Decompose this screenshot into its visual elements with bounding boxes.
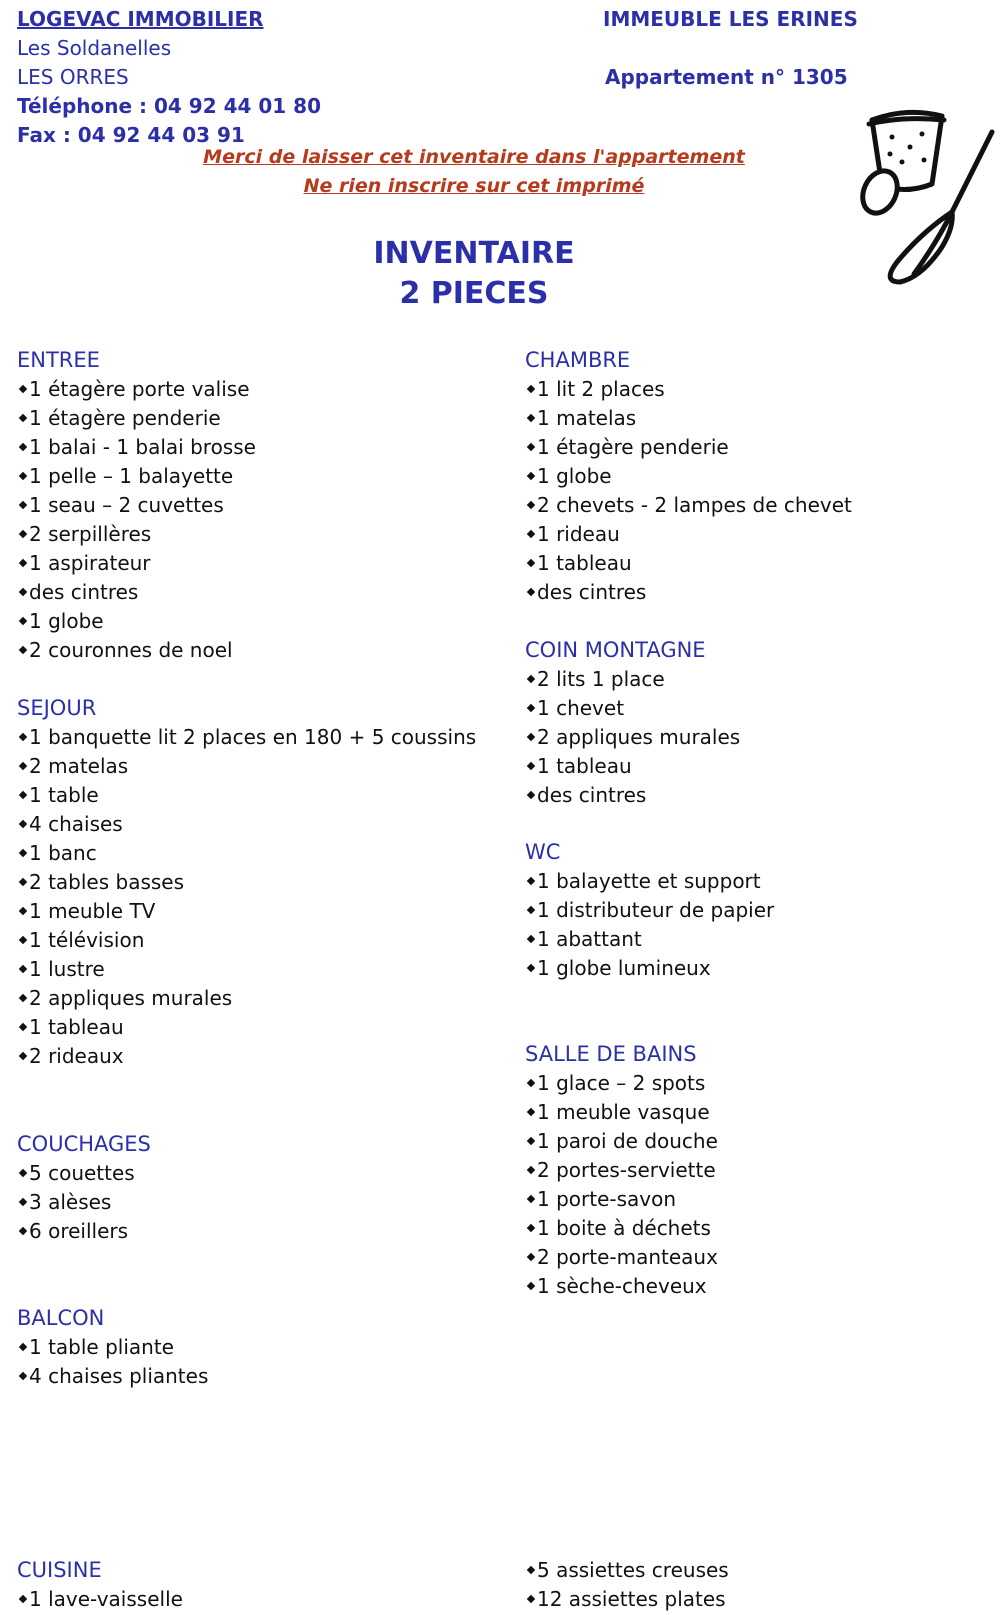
item-text: 2 appliques murales xyxy=(537,725,741,749)
bullet-icon xyxy=(527,906,535,914)
bullet-icon xyxy=(527,559,535,567)
item-list xyxy=(17,723,476,1071)
item-text: 1 étagère penderie xyxy=(29,406,221,430)
bullet-icon xyxy=(19,1595,27,1603)
item-text: 1 tableau xyxy=(537,754,632,778)
item-text: 4 chaises xyxy=(29,812,123,836)
list-item xyxy=(17,520,256,549)
page-title: INVENTAIRE xyxy=(373,236,575,271)
item-list xyxy=(17,375,256,665)
list-item xyxy=(17,926,476,955)
section-balcon xyxy=(17,1304,208,1391)
item-text: 2 portes-serviette xyxy=(537,1158,716,1182)
list-item xyxy=(17,839,476,868)
list-item xyxy=(17,781,476,810)
item-text: 1 pelle – 1 balayette xyxy=(29,464,234,488)
item-text: 2 lits 1 place xyxy=(537,667,665,691)
item-text: 2 tables basses xyxy=(29,870,185,894)
item-text: 1 lustre xyxy=(29,957,105,981)
item-text: 2 appliques murales xyxy=(29,986,233,1010)
bullet-icon xyxy=(19,907,27,915)
bullet-icon xyxy=(19,646,27,654)
list-item xyxy=(525,694,740,723)
item-text: 1 sèche-cheveux xyxy=(537,1274,707,1298)
item-text: 2 matelas xyxy=(29,754,129,778)
bullet-icon xyxy=(527,443,535,451)
list-item xyxy=(17,897,476,926)
bullet-icon xyxy=(19,414,27,422)
item-text: 1 seau – 2 cuvettes xyxy=(29,493,224,517)
section-salle-de-bains xyxy=(525,1040,718,1301)
item-list xyxy=(525,1556,729,1614)
item-text: 1 aspirateur xyxy=(29,551,151,575)
list-item xyxy=(525,1272,718,1301)
list-item xyxy=(525,723,740,752)
list-item xyxy=(525,491,852,520)
item-text: 2 couronnes de noel xyxy=(29,638,233,662)
item-list xyxy=(525,665,740,810)
item-text: 1 porte-savon xyxy=(537,1187,677,1211)
list-item xyxy=(525,433,852,462)
item-text: 1 matelas xyxy=(537,406,637,430)
bullet-icon xyxy=(527,501,535,509)
section-title: WC xyxy=(525,840,561,864)
bullet-icon xyxy=(527,588,535,596)
item-text: 1 banquette lit 2 places en 180 + 5 coussins xyxy=(29,725,477,749)
item-text: 1 paroi de douche xyxy=(537,1129,718,1153)
list-item xyxy=(525,1185,718,1214)
bullet-icon xyxy=(19,994,27,1002)
bullet-icon xyxy=(19,501,27,509)
list-item xyxy=(17,1013,476,1042)
list-item xyxy=(17,1217,151,1246)
list-item xyxy=(17,375,256,404)
bullet-icon xyxy=(527,877,535,885)
section-title: ENTREE xyxy=(17,348,100,372)
bullet-icon xyxy=(527,1595,535,1603)
bullet-icon xyxy=(527,1224,535,1232)
item-list xyxy=(525,375,852,607)
item-text: 5 couettes xyxy=(29,1161,135,1185)
item-text: 1 distributeur de papier xyxy=(537,898,775,922)
list-item xyxy=(17,868,476,897)
bullet-icon xyxy=(527,1166,535,1174)
bullet-icon xyxy=(19,733,27,741)
bullet-icon xyxy=(527,1566,535,1574)
section-chambre xyxy=(525,346,852,607)
list-item xyxy=(17,810,476,839)
item-text: 2 porte-manteaux xyxy=(537,1245,718,1269)
list-item xyxy=(525,665,740,694)
bullet-icon xyxy=(19,588,27,596)
bullet-icon xyxy=(527,1195,535,1203)
bullet-icon xyxy=(19,1198,27,1206)
item-text: 1 lave-vaisselle xyxy=(29,1587,183,1611)
bullet-icon xyxy=(527,964,535,972)
apartment-number: Appartement n° 1305 xyxy=(605,65,848,89)
item-text: 2 rideaux xyxy=(29,1044,124,1068)
item-text: 1 glace – 2 spots xyxy=(537,1071,706,1095)
item-text: 2 chevets - 2 lampes de chevet xyxy=(537,493,852,517)
item-list xyxy=(17,1333,208,1391)
list-item xyxy=(17,955,476,984)
bullet-icon xyxy=(19,530,27,538)
bullet-icon xyxy=(19,849,27,857)
agency-name: LOGEVAC IMMOBILIER xyxy=(17,7,264,31)
agency-residence: Les Soldanelles xyxy=(17,36,172,60)
list-item xyxy=(17,636,256,665)
list-item xyxy=(17,1585,183,1614)
notice-do-not-write: Ne rien inscrire sur cet imprimé xyxy=(303,175,645,197)
bullet-icon xyxy=(527,1137,535,1145)
item-text: 1 banc xyxy=(29,841,97,865)
section-title: COUCHAGES xyxy=(17,1132,151,1156)
item-text: 1 globe xyxy=(537,464,612,488)
list-item xyxy=(525,781,740,810)
section-title: CUISINE xyxy=(17,1558,102,1582)
item-text: 1 balai - 1 balai brosse xyxy=(29,435,256,459)
list-item xyxy=(17,462,256,491)
item-text: 1 télévision xyxy=(29,928,145,952)
list-item xyxy=(525,404,852,433)
list-item xyxy=(525,1127,718,1156)
list-item xyxy=(525,375,852,404)
bullet-icon xyxy=(19,878,27,886)
item-text: 1 globe xyxy=(29,609,104,633)
list-item xyxy=(17,549,256,578)
item-text: 1 chevet xyxy=(537,696,625,720)
bullet-icon xyxy=(19,443,27,451)
list-item xyxy=(17,1333,208,1362)
bullet-icon xyxy=(527,1108,535,1116)
section-title: COIN MONTAGNE xyxy=(525,638,706,662)
list-item xyxy=(525,520,852,549)
list-item xyxy=(525,867,774,896)
page-subtitle: 2 PIECES xyxy=(399,276,549,311)
list-item xyxy=(17,723,476,752)
item-text: 1 meuble vasque xyxy=(537,1100,710,1124)
list-item xyxy=(525,578,852,607)
bullet-icon xyxy=(527,935,535,943)
bullet-icon xyxy=(19,936,27,944)
list-item xyxy=(525,1156,718,1185)
section-entree xyxy=(17,346,256,665)
bullet-icon xyxy=(19,617,27,625)
section-cuisine-continued xyxy=(525,1556,729,1614)
agency-phone: Téléphone : 04 92 44 01 80 xyxy=(17,94,322,118)
item-text: 1 meuble TV xyxy=(29,899,156,923)
section-couchages xyxy=(17,1130,151,1246)
agency-fax: Fax : 04 92 44 03 91 xyxy=(17,123,245,147)
agency-town: LES ORRES xyxy=(17,65,129,89)
list-item xyxy=(17,404,256,433)
item-text: 2 serpillères xyxy=(29,522,152,546)
building-name: IMMEUBLE LES ERINES xyxy=(603,7,858,31)
bullet-icon xyxy=(19,1052,27,1060)
bullet-icon xyxy=(19,762,27,770)
item-list xyxy=(525,1069,718,1301)
bullet-icon xyxy=(19,791,27,799)
bullet-icon xyxy=(19,1343,27,1351)
item-text: 12 assiettes plates xyxy=(537,1587,726,1611)
bullet-icon xyxy=(527,791,535,799)
item-text: 1 rideau xyxy=(537,522,620,546)
item-list xyxy=(525,867,774,983)
section-title: SEJOUR xyxy=(17,696,97,720)
list-item xyxy=(17,1159,151,1188)
item-text: des cintres xyxy=(537,580,647,604)
item-text: 1 tableau xyxy=(29,1015,124,1039)
list-item xyxy=(525,752,740,781)
bullet-icon xyxy=(527,1253,535,1261)
list-item xyxy=(17,984,476,1013)
bullet-icon xyxy=(527,1282,535,1290)
list-item xyxy=(17,752,476,781)
item-text: 1 tableau xyxy=(537,551,632,575)
list-item xyxy=(17,1362,208,1391)
list-item xyxy=(525,925,774,954)
bullet-icon xyxy=(19,559,27,567)
list-item xyxy=(17,491,256,520)
item-text: des cintres xyxy=(537,783,647,807)
item-text: 1 boite à déchets xyxy=(537,1216,711,1240)
list-item xyxy=(17,607,256,636)
list-item xyxy=(525,1585,729,1614)
section-title: CHAMBRE xyxy=(525,348,631,372)
list-item xyxy=(525,1556,729,1585)
item-text: 4 chaises pliantes xyxy=(29,1364,209,1388)
bullet-icon xyxy=(527,385,535,393)
item-text: 3 alèses xyxy=(29,1190,112,1214)
list-item xyxy=(525,1243,718,1272)
item-text: 1 lit 2 places xyxy=(537,377,665,401)
section-coin-montagne xyxy=(525,636,740,810)
bullet-icon xyxy=(19,1227,27,1235)
bullet-icon xyxy=(19,1023,27,1031)
list-item xyxy=(525,1098,718,1127)
bullet-icon xyxy=(527,472,535,480)
list-item xyxy=(525,954,774,983)
list-item xyxy=(525,1069,718,1098)
item-text: 6 oreillers xyxy=(29,1219,129,1243)
bullet-icon xyxy=(527,1079,535,1087)
bullet-icon xyxy=(19,820,27,828)
bullet-icon xyxy=(19,385,27,393)
list-item xyxy=(17,1042,476,1071)
item-text: 1 étagère porte valise xyxy=(29,377,250,401)
notice-leave-inventory: Merci de laisser cet inventaire dans l'appartement xyxy=(203,146,745,168)
item-text: des cintres xyxy=(29,580,139,604)
item-text: 5 assiettes creuses xyxy=(537,1558,729,1582)
list-item xyxy=(525,1214,718,1243)
item-list xyxy=(17,1159,151,1246)
bullet-icon xyxy=(527,530,535,538)
item-text: 1 étagère penderie xyxy=(537,435,729,459)
item-text: 1 abattant xyxy=(537,927,642,951)
item-text: 1 balayette et support xyxy=(537,869,761,893)
bullet-icon xyxy=(527,704,535,712)
section-title: BALCON xyxy=(17,1306,105,1330)
section-cuisine xyxy=(17,1556,183,1614)
list-item xyxy=(17,578,256,607)
list-item xyxy=(525,549,852,578)
section-title: SALLE DE BAINS xyxy=(525,1042,697,1066)
bullet-icon xyxy=(19,1169,27,1177)
list-item xyxy=(525,896,774,925)
bullet-icon xyxy=(527,675,535,683)
item-text: 1 globe lumineux xyxy=(537,956,711,980)
bullet-icon xyxy=(527,414,535,422)
bullet-icon xyxy=(19,472,27,480)
list-item xyxy=(17,433,256,462)
bullet-icon xyxy=(19,965,27,973)
bullet-icon xyxy=(527,733,535,741)
item-list xyxy=(17,1585,183,1614)
item-text: 1 table pliante xyxy=(29,1335,174,1359)
bullet-icon xyxy=(527,762,535,770)
list-item xyxy=(17,1188,151,1217)
item-text: 1 table xyxy=(29,783,99,807)
section-sejour xyxy=(17,694,476,1071)
bullet-icon xyxy=(19,1372,27,1380)
list-item xyxy=(525,462,852,491)
section-wc xyxy=(525,838,774,983)
